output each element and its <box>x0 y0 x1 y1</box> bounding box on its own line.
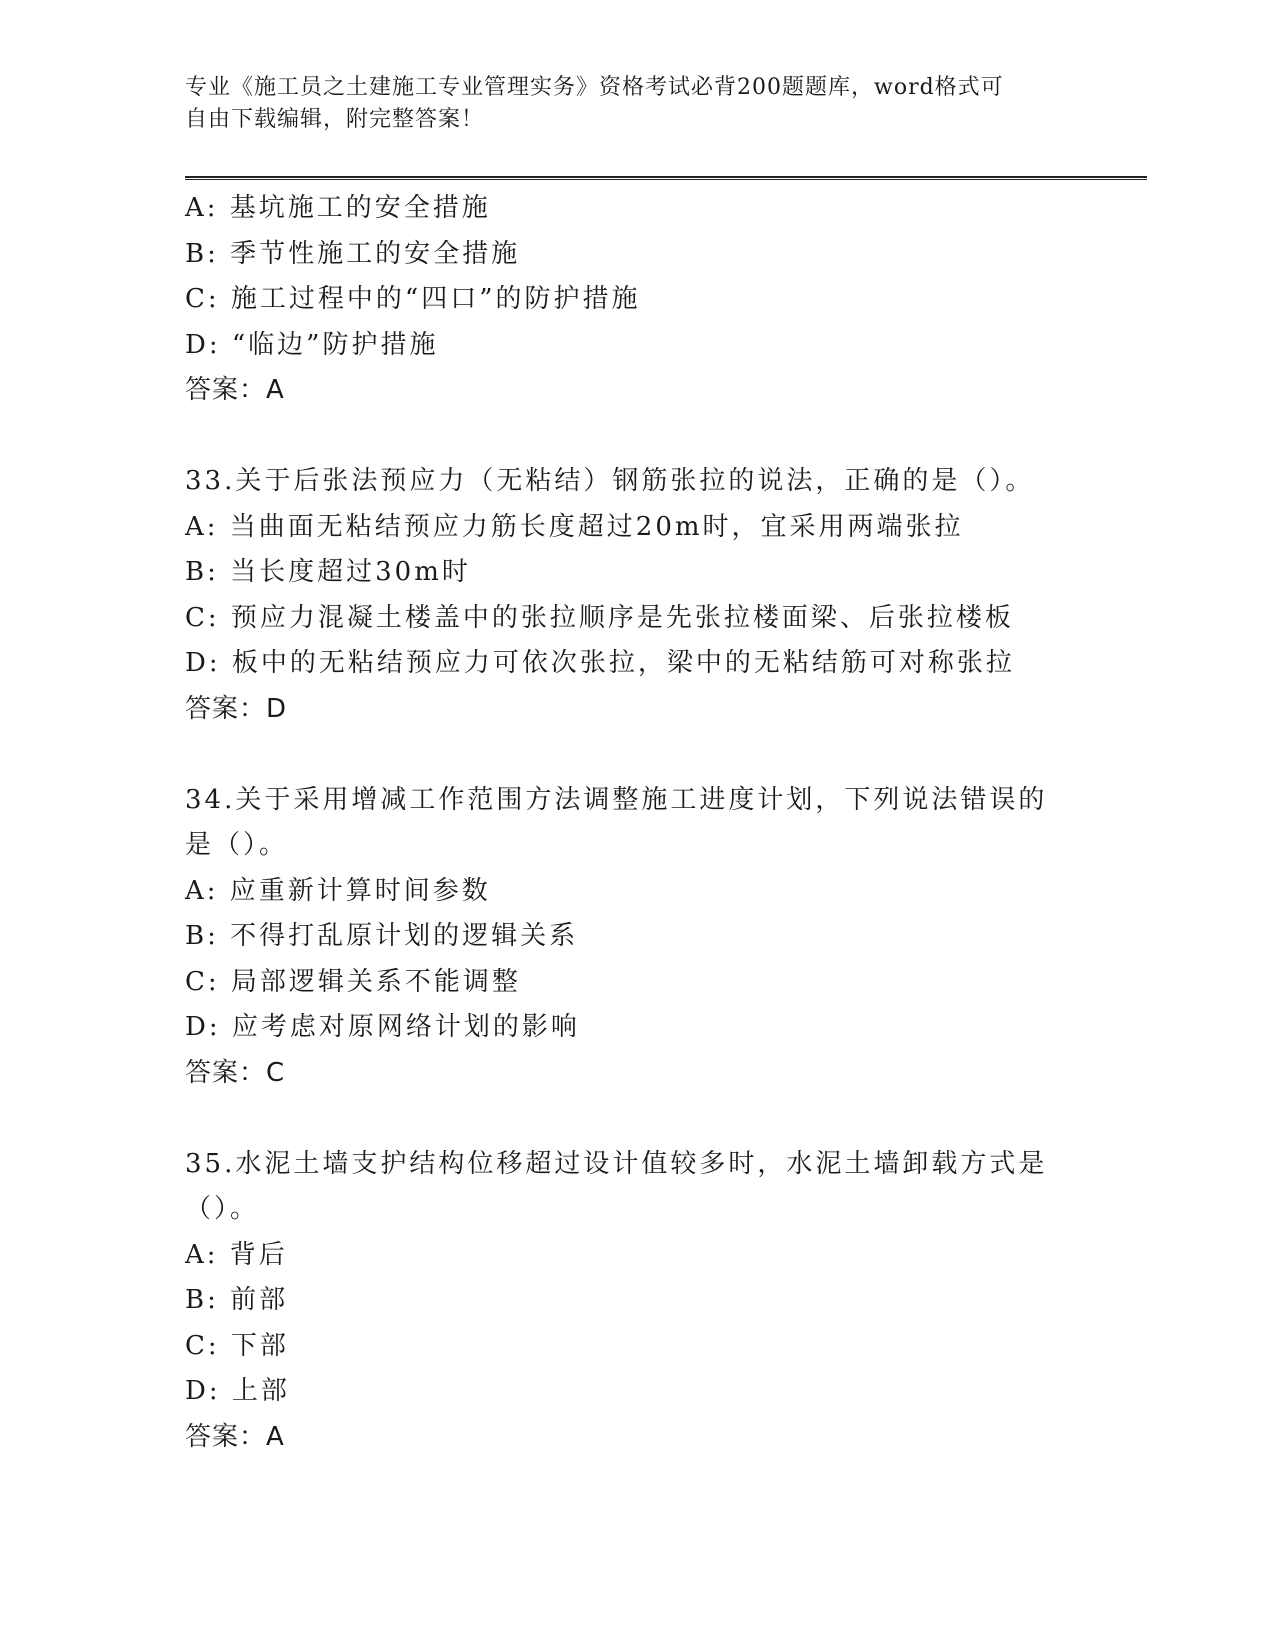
option-d: D: 板中的无粘结预应力可依次张拉，梁中的无粘结筋可对称张拉 <box>185 648 1015 678</box>
option-b: B: 不得打乱原计划的逻辑关系 <box>185 921 579 951</box>
question-title: 35.水泥土墙支护结构位移超过设计值较多时，水泥土墙卸载方式是（）。 <box>185 1148 1048 1224</box>
spacer <box>185 414 1085 460</box>
option-d: D: “临边”防护措施 <box>185 329 439 360</box>
question-list <box>185 186 1085 1460</box>
spacer <box>185 732 1085 778</box>
question-32 <box>185 186 1085 414</box>
option-c: C: 施工过程中的“四口”的防护措施 <box>185 284 641 314</box>
option-c: C: 预应力混凝土楼盖中的张拉顺序是先张拉楼面梁、后张拉楼板 <box>185 602 1014 633</box>
question-35 <box>185 1142 1085 1461</box>
question-34 <box>185 778 1085 1097</box>
question-title: 34.关于采用增减工作范围方法调整施工进度计划，下列说法错误的是（）。 <box>185 784 1048 860</box>
option-c: C: 下部 <box>185 1330 289 1361</box>
option-a: A: 基坑施工的安全措施 <box>185 193 491 223</box>
option-a: A: 当曲面无粘结预应力筋长度超过20m时，宜采用两端张拉 <box>185 511 964 542</box>
option-a: A: 背后 <box>185 1239 288 1270</box>
option-d: D: 应考虑对原网络计划的影响 <box>185 1012 580 1042</box>
header-line-2: 自由下载编辑，附完整答案！ <box>185 107 485 132</box>
answer: 答案：D <box>185 693 288 724</box>
spacer <box>185 1096 1085 1142</box>
header-line-1: 专业《施工员之土建施工专业管理实务》资格考试必背200题题库，word格式可 <box>185 75 1004 100</box>
answer: 答案：A <box>185 375 285 405</box>
question-title: 33.关于后张法预应力（无粘结）钢筋张拉的说法，正确的是（）。 <box>185 466 1035 496</box>
document-header <box>185 72 1075 136</box>
option-b: B: 季节性施工的安全措施 <box>185 238 521 269</box>
answer: 答案：C <box>185 1057 286 1088</box>
answer: 答案：A <box>185 1421 285 1452</box>
question-33 <box>185 459 1085 732</box>
option-b: B: 当长度超过30m时 <box>185 557 471 587</box>
header-divider <box>185 176 1147 180</box>
option-d: D: 上部 <box>185 1376 290 1406</box>
option-c: C: 局部逻辑关系不能调整 <box>185 966 521 997</box>
option-b: B: 前部 <box>185 1285 289 1315</box>
option-a: A: 应重新计算时间参数 <box>185 875 491 906</box>
